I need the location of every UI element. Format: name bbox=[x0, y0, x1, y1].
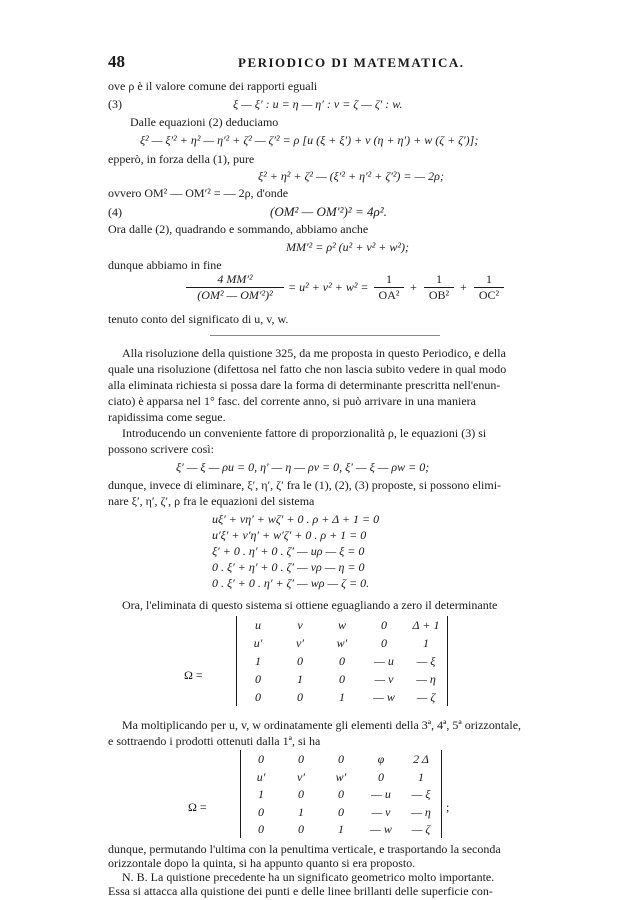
text-line: Ora dalle (2), quadrando e sommando, abbiamo anche bbox=[108, 222, 369, 236]
equation: ξ² + η² + ζ² — (ξ′² + η′² + ζ′²) = — 2ρ; bbox=[258, 169, 444, 183]
text-line: quale una risoluzione (difettosa nel fatto che non lascia subito vedere in qual modo bbox=[108, 362, 507, 376]
fraction-numerator: 1 bbox=[474, 272, 504, 288]
determinant-cell: v′ bbox=[296, 636, 304, 650]
text-line: nare ξ′, η′, ζ′, ρ fra le equazioni del sistema bbox=[108, 494, 315, 508]
determinant-cell: 0 bbox=[381, 618, 387, 632]
omega-label: Ω = bbox=[188, 800, 207, 814]
determinant-cell: 0 bbox=[297, 654, 303, 668]
determinant-cell: — η bbox=[416, 672, 436, 686]
system-equation: ξ′ + 0 . η′ + 0 . ζ′ — uρ — ξ = 0 bbox=[212, 544, 365, 558]
determinant-cell: 0 bbox=[255, 690, 261, 704]
determinant-cell: — v bbox=[374, 672, 394, 686]
system-equation: u′ξ′ + v′η′ + w′ζ′ + 0 . ρ + 1 = 0 bbox=[212, 528, 367, 542]
determinant-cell: — w bbox=[370, 822, 392, 837]
fraction-numerator: 1 bbox=[424, 272, 454, 288]
determinant-cell: 0 bbox=[378, 769, 384, 784]
running-title: PERIODICO DI MATEMATICA. bbox=[238, 55, 465, 70]
fraction bbox=[424, 272, 454, 303]
determinant-cell: 0 bbox=[339, 672, 345, 686]
text-line: dunque, permutando l'ultima con la penultima verticale, e trasportando la seconda bbox=[108, 842, 501, 856]
fraction bbox=[474, 272, 504, 303]
determinant-cell: 0 bbox=[298, 822, 304, 837]
determinant-cell: 0 bbox=[255, 672, 261, 686]
fraction-denominator: OB² bbox=[428, 288, 450, 302]
equation-3: ξ — ξ′ : u = η — η′ : v = ζ — ζ′ : w. bbox=[233, 97, 403, 111]
determinant-cell: 0 bbox=[338, 787, 344, 802]
determinant-cell: 1 bbox=[339, 690, 345, 704]
determinant-cell: Δ + 1 bbox=[412, 618, 440, 632]
determinant-cell: 0 bbox=[297, 690, 303, 704]
text-line: dunque abbiamo in fine bbox=[108, 258, 222, 272]
page-number: 48 bbox=[108, 52, 125, 71]
determinant-cell: — w bbox=[373, 690, 395, 704]
text-line: tenuto conto del significato di u, v, w. bbox=[108, 312, 289, 326]
determinant-cell: 1 bbox=[338, 822, 344, 837]
separator bbox=[210, 335, 440, 336]
determinant-cell: 1 bbox=[255, 654, 261, 668]
text-line: Dalle equazioni (2) deduciamo bbox=[130, 115, 279, 129]
determinant-cell: — η bbox=[411, 804, 431, 819]
text-line: alla eliminata richiesta si possa dare la forma di determinante prescritta nell'enun- bbox=[108, 378, 501, 392]
determinant-cell: — ξ bbox=[416, 654, 436, 668]
determinant-cell: 0 bbox=[338, 804, 344, 819]
determinant-cell: — u bbox=[374, 654, 394, 668]
determinant-cell: 1 bbox=[423, 636, 429, 650]
determinant-cell: — ζ bbox=[411, 822, 431, 837]
determinant-cell: 0 bbox=[298, 752, 304, 766]
determinant-cell: φ bbox=[377, 752, 385, 766]
text-line: dunque, invece di eliminare, ξ′, η′, ζ′ fra le (1), (2), (3) proposte, si possono elimi- bbox=[108, 478, 502, 492]
text-line: possono scrivere così: bbox=[108, 442, 214, 456]
equation-number: (4) bbox=[108, 205, 122, 219]
determinant-cell: w′ bbox=[336, 636, 348, 650]
equation: MM′² = ρ² (u² + v² + w²); bbox=[286, 240, 409, 254]
determinant-cell: 0 bbox=[339, 654, 345, 668]
omega-label: Ω = bbox=[184, 668, 203, 682]
determinant-cell: 0 bbox=[258, 804, 264, 819]
determinant-cell: — u bbox=[371, 787, 391, 802]
determinant-cell: u′ bbox=[253, 636, 263, 650]
fraction-denominator: (OM² — OM′²)² bbox=[197, 288, 273, 302]
equation: ξ² — ξ′² + η² — η′² + ζ² — ζ′² = ρ [u (ξ + ξ′) + v (η + η′) + w (ζ + ζ′)]; bbox=[140, 133, 479, 147]
fraction-denominator: OA² bbox=[378, 288, 400, 302]
system-equation: 0 . ξ′ + η′ + 0 . ζ′ — vρ — η = 0 bbox=[212, 560, 365, 574]
determinant-cell: 0 bbox=[338, 752, 344, 766]
determinant-cell: 0 bbox=[258, 822, 264, 837]
determinant-1 bbox=[236, 616, 448, 706]
determinant-cell: 0 bbox=[381, 636, 387, 650]
determinant-cell: w′ bbox=[335, 769, 347, 784]
determinant-cell: — ξ bbox=[411, 787, 431, 802]
plus-sign: + bbox=[460, 280, 467, 294]
text-line: Essa si attacca alla quistione dei punti e delle linee brillanti delle superficie con- bbox=[108, 884, 493, 898]
text-line: orizzontale dopo la quinta, si ha appunto quanto si era proposto. bbox=[108, 856, 416, 870]
text-line: Ora, l'eliminata di questo sistema si ottiene eguagliando a zero il determinante bbox=[122, 598, 498, 612]
determinant-cell: 1 bbox=[418, 769, 424, 784]
determinant-cell: v′ bbox=[297, 769, 305, 784]
text-line: Alla risoluzione della quistione 325, da me proposta in questo Periodico, e della bbox=[122, 346, 506, 360]
determinant-cell: — v bbox=[371, 804, 391, 819]
system-equation: 0 . ξ′ + 0 . η′ + ζ′ — wρ — ζ = 0. bbox=[212, 576, 370, 590]
text-line: rapidissima come segue. bbox=[108, 410, 226, 424]
equation-number: (3) bbox=[108, 97, 122, 111]
fraction-denominator: OC² bbox=[478, 288, 500, 302]
text-line: ciato) è apparsa nel 1° fasc. del corrente anno, si può arrivare in una maniera bbox=[108, 394, 476, 408]
fraction-numerator: 4 MM′² bbox=[186, 272, 284, 288]
punctuation: ; bbox=[446, 800, 450, 814]
fraction bbox=[186, 272, 284, 303]
text-line: N. B. La quistione precedente ha un significato geometrico molto importante. bbox=[122, 870, 495, 884]
fraction-numerator: 1 bbox=[374, 272, 404, 288]
text-line: Ma moltiplicando per u, v, w ordinatamente gli elementi della 3ª, 4ª, 5ª orizzontale, bbox=[122, 718, 522, 732]
text-line: ove ρ è il valore comune dei rapporti eguali bbox=[108, 79, 318, 93]
page-header bbox=[108, 52, 528, 74]
text-line: epperò, in forza della (1), pure bbox=[108, 152, 255, 166]
determinant-cell: 2 Δ bbox=[413, 752, 429, 766]
text-line: Introducendo un conveniente fattore di proporzionalità ρ, le equazioni (3) si bbox=[122, 426, 487, 440]
determinant-cell: v bbox=[297, 618, 303, 632]
determinant-cell: 0 bbox=[258, 752, 264, 766]
fraction bbox=[374, 272, 404, 303]
text-line: ovvero OM² — OM′² = — 2ρ, d'onde bbox=[108, 186, 289, 200]
equation-4: (OM² — OM′²)² = 4ρ². bbox=[270, 204, 387, 219]
determinant-cell: 1 bbox=[297, 672, 303, 686]
determinant-cell: 1 bbox=[258, 787, 264, 802]
determinant-cell: — ζ bbox=[416, 690, 436, 704]
system-equation: uξ′ + vη′ + wζ′ + 0 . ρ + Δ + 1 = 0 bbox=[212, 512, 380, 526]
determinant-cell: 1 bbox=[298, 804, 304, 819]
equation: ξ′ — ξ — ρu = 0, η′ — η — ρv = 0, ξ′ — ξ — ρw = 0; bbox=[176, 460, 430, 474]
plus-sign: + bbox=[410, 280, 417, 294]
determinant-cell: u bbox=[255, 618, 261, 632]
determinant-2 bbox=[240, 750, 442, 838]
determinant-cell: u′ bbox=[256, 769, 266, 784]
text-line: e sottraendo i prodotti ottenuti dalla 1ª, si ha bbox=[108, 734, 321, 748]
equation-middle: = u² + v² + w² = bbox=[288, 280, 369, 294]
determinant-cell: w bbox=[337, 618, 346, 632]
determinant-cell: 0 bbox=[298, 787, 304, 802]
